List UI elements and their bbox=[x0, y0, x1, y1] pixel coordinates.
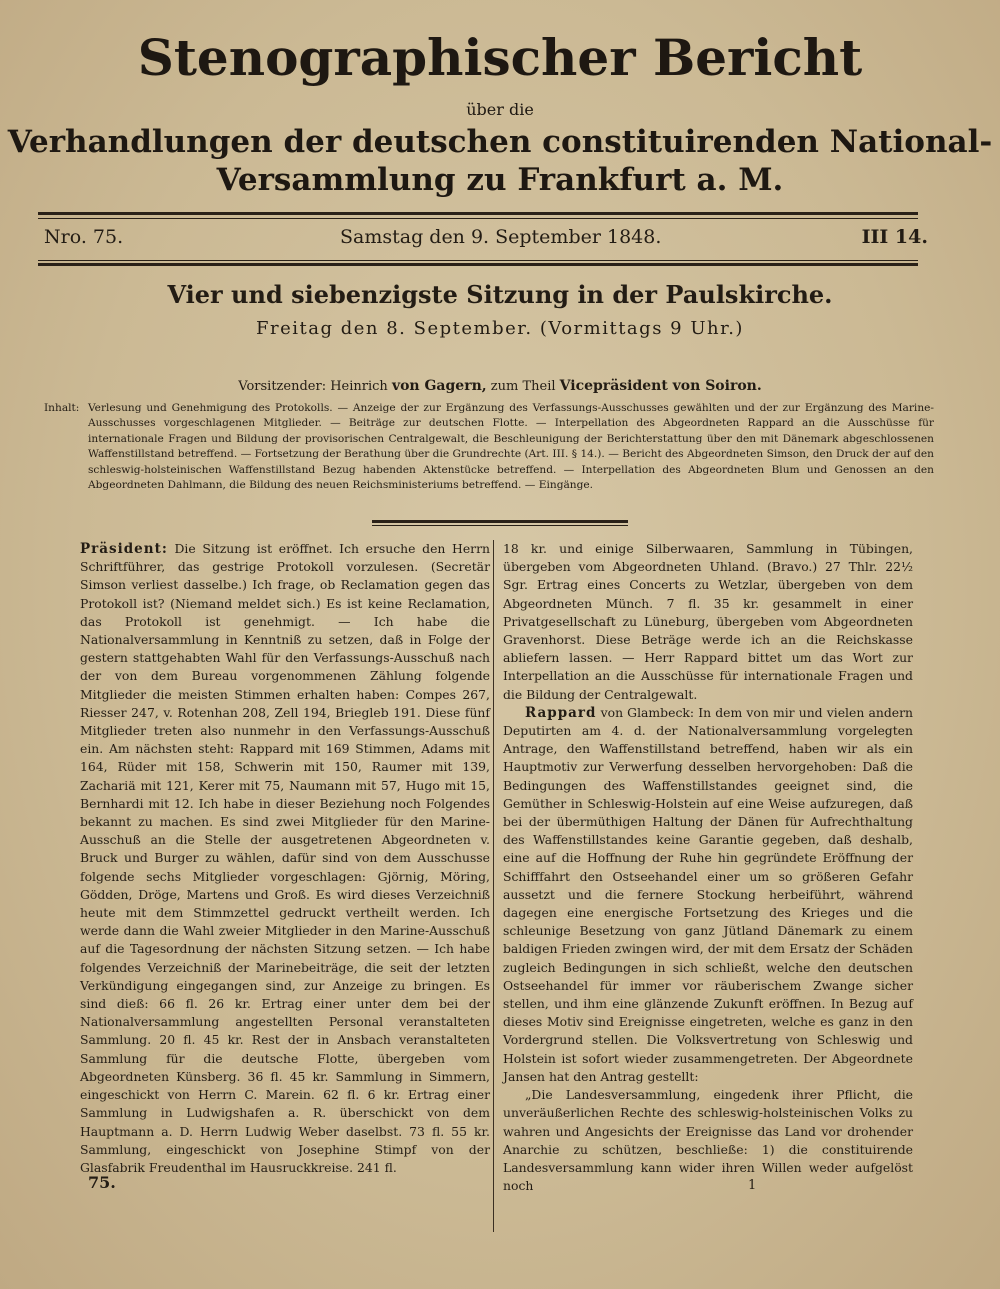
masthead-rule-bottom bbox=[38, 263, 918, 266]
left-column bbox=[80, 540, 490, 1177]
masthead-rule-bottom-thin bbox=[38, 260, 918, 261]
page-number: 1 bbox=[748, 1178, 757, 1193]
report-title: Stenographischer Bericht bbox=[137, 28, 863, 87]
paragraph bbox=[503, 704, 913, 1086]
report-title-line4: Versammlung zu Frankfurt a. M. bbox=[216, 162, 784, 198]
volume-number: III 14. bbox=[861, 226, 928, 248]
right-column bbox=[503, 540, 913, 1195]
speaker-name: Rappard bbox=[525, 704, 597, 721]
issue-number: Nro. 75. bbox=[44, 226, 124, 248]
footer-issue-number: 75. bbox=[88, 1173, 116, 1192]
chair-prefix: Vorsitzender: Heinrich bbox=[238, 379, 388, 394]
paragraph-text: von Glambeck: In dem von mir und vielen andern Deputirten am 4. d. der Nationalversammlung vorgelegten Antrage, den Waffenstillstand betreffend, haben wir als ein Hauptmotiv zur Verwerfung desselben hervorgehoben: Daß die Bedingungen des Waffenstillstandes geeignet sind, die Gemüther in Schleswig-Holstein auf eine Weise aufzuregen, daß bei der übermüthigen Haltung der Dänen für Aufrechthaltung des Waffenstillstandes keine Garantie gegeben, daß deshalb, eine auf die Hoffnung der Ruhe hin gegründete Eröffnung der Schifffahrt den Ostseehandel einer um so größeren Gefahr aussetzt und die fernere Stockung herbeiführt, während dagegen eine energische Fortsetzung des Krieges und die schleunige Besetzung von ganz Jütland Dänemark zu einem baldigen Frieden zwingen wird, der mit dem Ersatz der Schäden zugleich Bedingungen in sich schließt, welche den deutschen Ostseehandel für immer vor räuberischem Zwange sicher stellen, und ihm eine glänzende Zukunft eröffnen. In Bezug auf dieses Motiv sind Ereignisse eingetreten, welche es ganz in den Vordergrund stellen. Die Volksvertretung von Schleswig und Holstein ist sofort wieder zusammengetreten. Der Abgeordnete Jansen hat den Antrag gestellt: bbox=[503, 704, 913, 1084]
session-title: Vier und siebenzigste Sitzung in der Paulskirche. bbox=[167, 280, 833, 309]
issue-line bbox=[44, 226, 928, 256]
section-separator bbox=[372, 520, 628, 523]
chair-line bbox=[0, 378, 1000, 394]
contents-text: Verlesung und Genehmigung des Protokolls. — Anzeige der zur Ergänzung des Verfassungs-Ausschusses gewählten und der zur Ergänzung des Marine-Ausschusses vorgeschlagenen Mitglieder. — Beiträge zur deutschen Flotte. — Interpellation des Abgeordneten Rappard an die Ausschüsse für internationale Fragen und Bildung der provisorischen Centralgewalt, die Beschleunigung der Berichterstattung über den mit Dänemark abgeschlossenen Waffenstillstand betreffend. — Fortsetzung der Berathung über die Grundrechte (Art. III. § 14.). — Bericht des Abgeordneten Simson, den Druck der auf den schleswig-holsteinischen Waffenstillstand Bezug habenden Aktenstücke betreffend. — Interpellation des Abgeordneten Blum und Genossen an den Abgeordneten Dahlmann, die Bildung des neuen Reichsministeriums betreffend. — Eingänge. bbox=[88, 402, 934, 492]
report-subtitle: über die bbox=[466, 100, 534, 119]
session-time: Freitag den 8. September. (Vormittags 9 Uhr.) bbox=[256, 318, 744, 339]
paragraph: 18 kr. und einige Silberwaaren, Sammlung in Tübingen, übergeben vom Abgeordneten Uhland. (Bravo.) 27 Thlr. 22½ Sgr. Ertrag eines Concerts zu Wetzlar, übergeben von dem Abgeordneten Münch. 7 fl. 35 kr. gesammelt in einer Privatgesellschaft zu Lüneburg, übergeben vom Abgeordneten Gravenhorst. Diese Beträge werde ich an die Reichskasse abliefern lassen. — Herr Rappard bittet um das Wort zur Interpellation an die Ausschüsse für internationale Fragen und die Bildung der Centralgewalt. bbox=[503, 541, 913, 702]
paragraph-quote: „Die Landesversammlung, eingedenk ihrer Pflicht, die unveräußerlichen Rechte des schleswig-holsteinischen Volks zu wahren und Angesichts der Ereignisse das Land vor drohender Anarchie zu schützen, beschließe: 1) die constituirende Landesversammlung kann wider ihren Willen weder aufgelöst noch bbox=[503, 1087, 913, 1194]
issue-date: Samstag den 9. September 1848. bbox=[340, 226, 662, 248]
table-of-contents bbox=[44, 401, 934, 493]
column-divider bbox=[493, 540, 494, 1232]
chair-name: von Gagern, bbox=[391, 378, 487, 394]
chair-mid: zum Theil bbox=[490, 379, 556, 394]
chair-vice: Vicepräsident von Soiron. bbox=[559, 378, 762, 394]
speaker-name: Präsident: bbox=[80, 541, 168, 557]
masthead-rule-top bbox=[38, 212, 918, 215]
section-separator-thin bbox=[372, 525, 628, 526]
contents-label: Inhalt: bbox=[44, 402, 80, 414]
masthead-rule-top-thin bbox=[38, 218, 918, 219]
paragraph bbox=[80, 540, 490, 1177]
paragraph-text: Die Sitzung ist eröffnet. Ich ersuche den Herrn Schriftführer, das gestrige Protokoll vorzulesen. (Secretär Simson verliest dasselbe.) Ich frage, ob Reclamation gegen das Protokoll ist? (Niemand meldet sich.) Es ist keine Reclamation, das Protokoll ist genehmigt. — Ich habe die Nationalversammlung in Kenntniß zu setzen, daß in Folge der gestern stattgehabten Wahl für den Verfassungs-Ausschuß nach der von dem Bureau vorgenommenen Zählung folgende Mitglieder die meisten Stimmen erhalten haben: Compes 267, Riesser 247, v. Rotenhan 208, Zell 194, Briegleb 191. Diese fünf Mitglieder treten also nunmehr in den Verfassungs-Ausschuß ein. Am nächsten steht: Rappard mit 169 Stimmen, Adams mit 164, Rüder mit 158, Schwerin mit 150, Raumer mit 139, Zachariä mit 121, Kerer mit 75, Naumann mit 57, Hugo mit 15, Bernhardi mit 12. Ich habe in dieser Beziehung noch Folgendes bekannt zu machen. Es sind zwei Mitglieder für den Marine-Ausschuß an die Stelle der ausgetretenen Abgeordneten v. Bruck und Burger zu wählen, dafür sind von dem Ausschusse folgende sechs Mitglieder vorgeschlagen: Gjörnig, Möring, Gödden, Dröge, Martens und Groß. Es wird dieses Verzeichniß heute mit dem Stimmzettel gedruckt vertheilt werden. Ich werde dann die Wahl zweier Mitglieder in den Marine-Ausschuß auf die Tagesordnung der nächsten Sitzung setzen. — Ich habe folgendes Verzeichniß der Marinebeiträge, die seit der letzten Verkündigung eingegangen sind, zur Anzeige zu bringen. Es sind dieß: 66 fl. 26 kr. Ertrag einer unter dem bei der Nationalversammlung angestellten Personal veranstalteten Sammlung. 20 fl. 45 kr. Rest der in Ansbach veranstalteten Sammlung für die deutsche Flotte, übergeben vom Abgeordneten Künsberg. 36 fl. 45 kr. Sammlung in Simmern, eingeschickt von Herrn C. Marein. 62 fl. 6 kr. Ertrag einer Sammlung in Ludwigshafen a. R. überschickt von dem Hauptmann a. D. Herrn Ludwig Weber daselbst. 73 fl. 55 kr. Sammlung, eingeschickt von Josephine Stimpf von der Glasfabrik Freudenthal im Hausruckkreise. 241 fl. bbox=[80, 541, 490, 1175]
report-title-line3: Verhandlungen der deutschen constituirenden National- bbox=[7, 124, 993, 160]
